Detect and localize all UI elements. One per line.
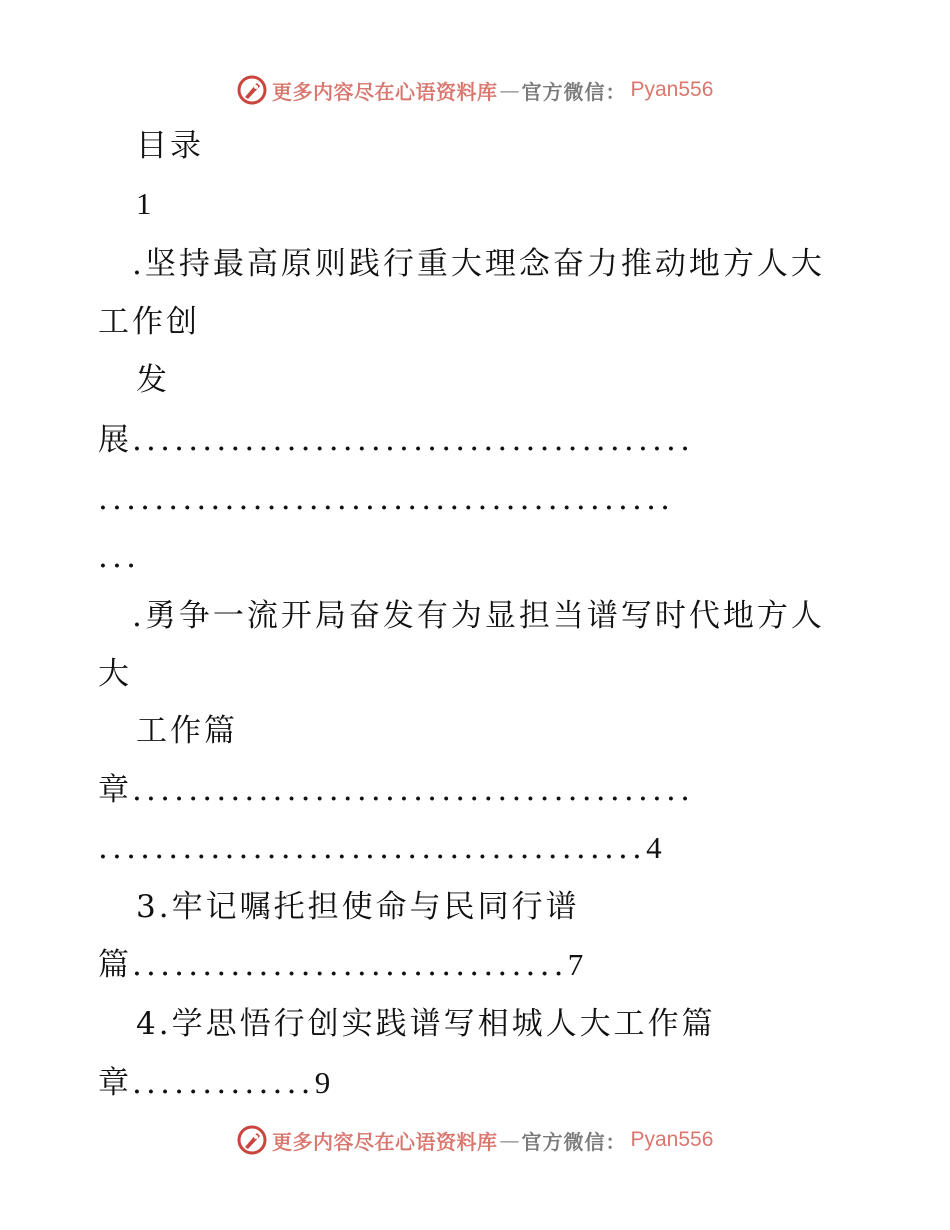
watermark-separator: —: [499, 1128, 520, 1152]
toc-item1-title-char: 展: [98, 422, 132, 458]
watermark-text: 更多内容尽在心语资料库: [272, 1129, 498, 1154]
toc-item4-dots: .............: [132, 1065, 315, 1101]
toc-item2-dots2: .......................................: [98, 830, 647, 866]
toc-item1-dots1: ........................................: [132, 422, 695, 458]
watermark-wechat-id: Pyan556: [630, 1128, 714, 1151]
toc-title: 目录: [136, 128, 204, 164]
pen-logo-icon: [236, 74, 268, 106]
toc-item1-title-line1: .坚持最高原则践行重大理念奋力推动地方人大: [132, 246, 825, 282]
footer-watermark: [236, 1122, 713, 1158]
toc-item1-title-line3: 发: [136, 362, 170, 398]
toc-item2-page: 4: [646, 830, 665, 865]
toc-item2-leader-line1: [98, 770, 694, 810]
toc-item3-page: 7: [567, 947, 587, 982]
toc-item2-title-line2: 大: [98, 656, 132, 692]
watermark-wechat-id: Pyan556: [630, 78, 714, 101]
toc-item3-title-char: 篇: [98, 947, 132, 983]
toc-item1-leader-line1: [98, 420, 694, 460]
toc-item4-page: 9: [314, 1065, 334, 1100]
toc-item2-title-line3: 工作篇: [136, 713, 238, 749]
toc-item1-dots2: .........................................: [98, 481, 675, 517]
toc-item4-leader-line: [98, 1063, 333, 1103]
watermark-wechat-label: 官方微信：: [521, 1129, 627, 1154]
toc-item2-leader-line2: [98, 828, 665, 868]
watermark-separator: —: [499, 78, 520, 102]
pen-logo-icon: [236, 1124, 268, 1156]
toc-item2-title-char: 章: [98, 772, 132, 808]
toc-item3-leader-line: [98, 945, 586, 985]
toc-item1-title-line2: 工作创: [98, 304, 200, 340]
toc-item3-dots: ...............................: [132, 947, 568, 983]
header-watermark: [236, 72, 713, 108]
toc-item1-dots3: ...: [98, 539, 141, 575]
watermark-wechat-label: 官方微信：: [521, 79, 627, 104]
toc-item3-title-line1: 3.牢记嘱托担使命与民同行谱: [136, 889, 580, 925]
toc-item2-title-line1: .勇争一流开局奋发有为显担当谱写时代地方人: [132, 598, 825, 634]
toc-item1-number: 1: [136, 186, 155, 221]
toc-item4-title-char: 章: [98, 1065, 132, 1101]
watermark-text: 更多内容尽在心语资料库: [272, 79, 498, 104]
toc-item4-title-line1: 4.学思悟行创实践谱写相城人大工作篇: [136, 1006, 716, 1042]
toc-item2-dots1: ........................................: [132, 772, 695, 808]
